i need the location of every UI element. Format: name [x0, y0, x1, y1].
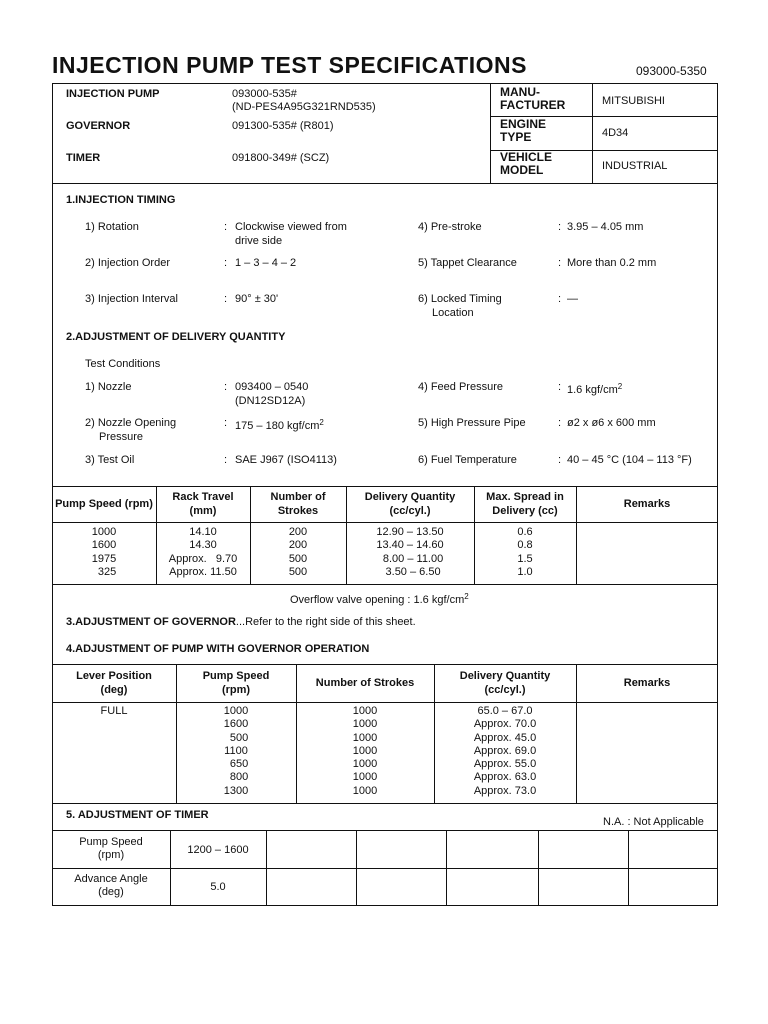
injection-order-value: 1 – 3 – 4 – 2 [235, 257, 297, 269]
colon: : [224, 257, 228, 269]
col-header-delivery-quantity-2: Delivery Quantity (cc/cyl.) [459, 670, 551, 696]
colon: : [224, 293, 228, 305]
rotation-label: 1) Rotation [85, 221, 139, 233]
timer-advance-angle-value: 5.0 [210, 881, 226, 893]
na-note: N.A. : Not Applicable [603, 816, 704, 828]
nozzle-opening-pressure-value: 175 – 180 kgf/$cm^2$ [235, 418, 324, 432]
governor-label: GOVERNOR [66, 120, 131, 132]
table-cell-lever: FULL [100, 705, 128, 717]
feed-pressure-value: 1.6 kgf/$cm^2$ [567, 382, 623, 396]
table-cell-speeds-2: 1000 1600 500 1100 650 800 1300 [223, 705, 249, 797]
test-oil-label: 3) Test Oil [85, 454, 135, 466]
col-header-max-spread: Max. Spread in Delivery (cc) [486, 491, 564, 517]
col-header-remarks: Remarks [623, 498, 671, 510]
injection-pump-value: 093000-535# [232, 88, 297, 100]
nozzle-label: 1) Nozzle [85, 381, 132, 393]
rotation-value: Clockwise viewed from drive side [235, 221, 347, 247]
timer-adjustment-heading: 5. ADJUSTMENT OF TIMER [66, 809, 209, 821]
vehicle-model-value: INDUSTRIAL [602, 160, 668, 172]
fuel-temperature-label: 6) Fuel Temperature [418, 454, 517, 466]
col-header-lever-position: Lever Position (deg) [76, 670, 152, 696]
injection-timing-heading: 1.INJECTION TIMING [66, 194, 176, 206]
page-title: INJECTION PUMP TEST SPECIFICATIONS [52, 52, 527, 78]
timer-value: 091800-349# (SCZ) [232, 152, 330, 164]
col-header-rack-travel: Rack Travel (mm) [172, 491, 234, 517]
pump-governor-heading: 4.ADJUSTMENT OF PUMP WITH GOVERNOR OPERATION [66, 643, 370, 655]
feed-pressure-label: 4) Feed Pressure [418, 381, 503, 393]
colon: : [558, 381, 562, 393]
colon: : [558, 417, 562, 429]
timer-advance-angle-label: Advance Angle (deg) [74, 873, 148, 899]
col-header-delivery-quantity: Delivery Quantity (cc/cyl.) [364, 491, 456, 517]
overflow-valve-note: Overflow valve opening : 1.6 kgf/$cm^2$ [290, 592, 469, 606]
engine-type-value: 4D34 [602, 127, 629, 139]
timer-pump-speed-label: Pump Speed (rpm) [79, 836, 143, 862]
timer-label: TIMER [66, 152, 101, 164]
fuel-temperature-value: 40 – 45 °C (104 – 113 °F) [567, 454, 692, 466]
engine-type-label: ENGINE TYPE [500, 117, 547, 144]
injection-order-label: 2) Injection Order [85, 257, 170, 269]
test-oil-value: SAE J967 (ISO4113) [235, 454, 337, 466]
manufacturer-value: MITSUBISHI [602, 95, 665, 107]
table-cell-quantities: 12.90 – 13.50 13.40 – 14.60 8.00 – 11.00 3.50 – 6.50 [376, 526, 444, 578]
governor-value: 091300-535# (R801) [232, 120, 334, 132]
test-conditions-label: Test Conditions [85, 358, 161, 370]
table-cell-rack-travel: 14.10 14.30 Approx. 9.70 Approx. 11.50 [168, 526, 238, 578]
pre-stroke-label: 4) Pre-stroke [418, 221, 482, 233]
locked-timing-label: 6) Locked Timing Location [418, 293, 502, 319]
colon: : [558, 257, 562, 269]
table-cell-spreads: 0.6 0.8 1.5 1.0 [517, 526, 533, 578]
injection-pump-model: (ND-PES4A95G321RND535) [232, 101, 376, 113]
table-cell-quantities-2: 65.0 – 67.0 Approx. 70.0 Approx. 45.0 Approx. 69.0 Approx. 55.0 Approx. 63.0 Approx. 73.0 [473, 705, 537, 797]
governor-adjustment-line: 3.ADJUSTMENT OF GOVERNOR...Refer to the right side of this sheet. [66, 616, 416, 628]
colon: : [558, 454, 562, 466]
col-header-remarks-2: Remarks [623, 677, 671, 689]
injection-interval-label: 3) Injection Interval [85, 293, 178, 305]
colon: : [558, 221, 562, 233]
injection-pump-label: INJECTION PUMP [66, 88, 160, 100]
vehicle-model-label: VEHICLE MODEL [500, 150, 553, 177]
col-header-pump-speed-2: Pump Speed (rpm) [202, 670, 270, 696]
col-header-number-of-strokes: Number of Strokes [315, 677, 415, 689]
nozzle-opening-pressure-label: 2) Nozzle Opening Pressure [85, 417, 177, 443]
manufacturer-label: MANU- FACTURER [500, 85, 566, 112]
tappet-clearance-label: 5) Tappet Clearance [418, 257, 517, 269]
timer-pump-speed-value: 1200 – 1600 [187, 844, 249, 856]
colon: : [224, 454, 228, 466]
delivery-quantity-heading: 2.ADJUSTMENT OF DELIVERY QUANTITY [66, 331, 286, 343]
col-header-strokes: Number of Strokes [270, 491, 326, 517]
table-cell-strokes-2: 1000 1000 1000 1000 1000 1000 1000 [352, 705, 378, 797]
table-cell-strokes: 200 200 500 500 [288, 526, 308, 578]
nozzle-value: 093400 – 0540 (DN12SD12A) [235, 381, 309, 407]
colon: : [224, 221, 228, 233]
high-pressure-pipe-label: 5) High Pressure Pipe [418, 417, 526, 429]
tappet-clearance-value: More than 0.2 mm [567, 257, 657, 269]
high-pressure-pipe-value: ø2 x ø6 x 600 mm [567, 417, 656, 429]
table-cell-speeds: 1000 1600 1975 325 [91, 526, 117, 578]
document-number: 093000-5350 [636, 64, 707, 78]
colon: : [224, 381, 228, 393]
colon: : [224, 417, 228, 429]
injection-interval-value: 90° ± 30' [235, 293, 279, 305]
col-header-pump-speed: Pump Speed (rpm) [55, 498, 153, 510]
locked-timing-value: — [567, 293, 578, 305]
pre-stroke-value: 3.95 – 4.05 mm [567, 221, 644, 233]
colon: : [558, 293, 562, 305]
